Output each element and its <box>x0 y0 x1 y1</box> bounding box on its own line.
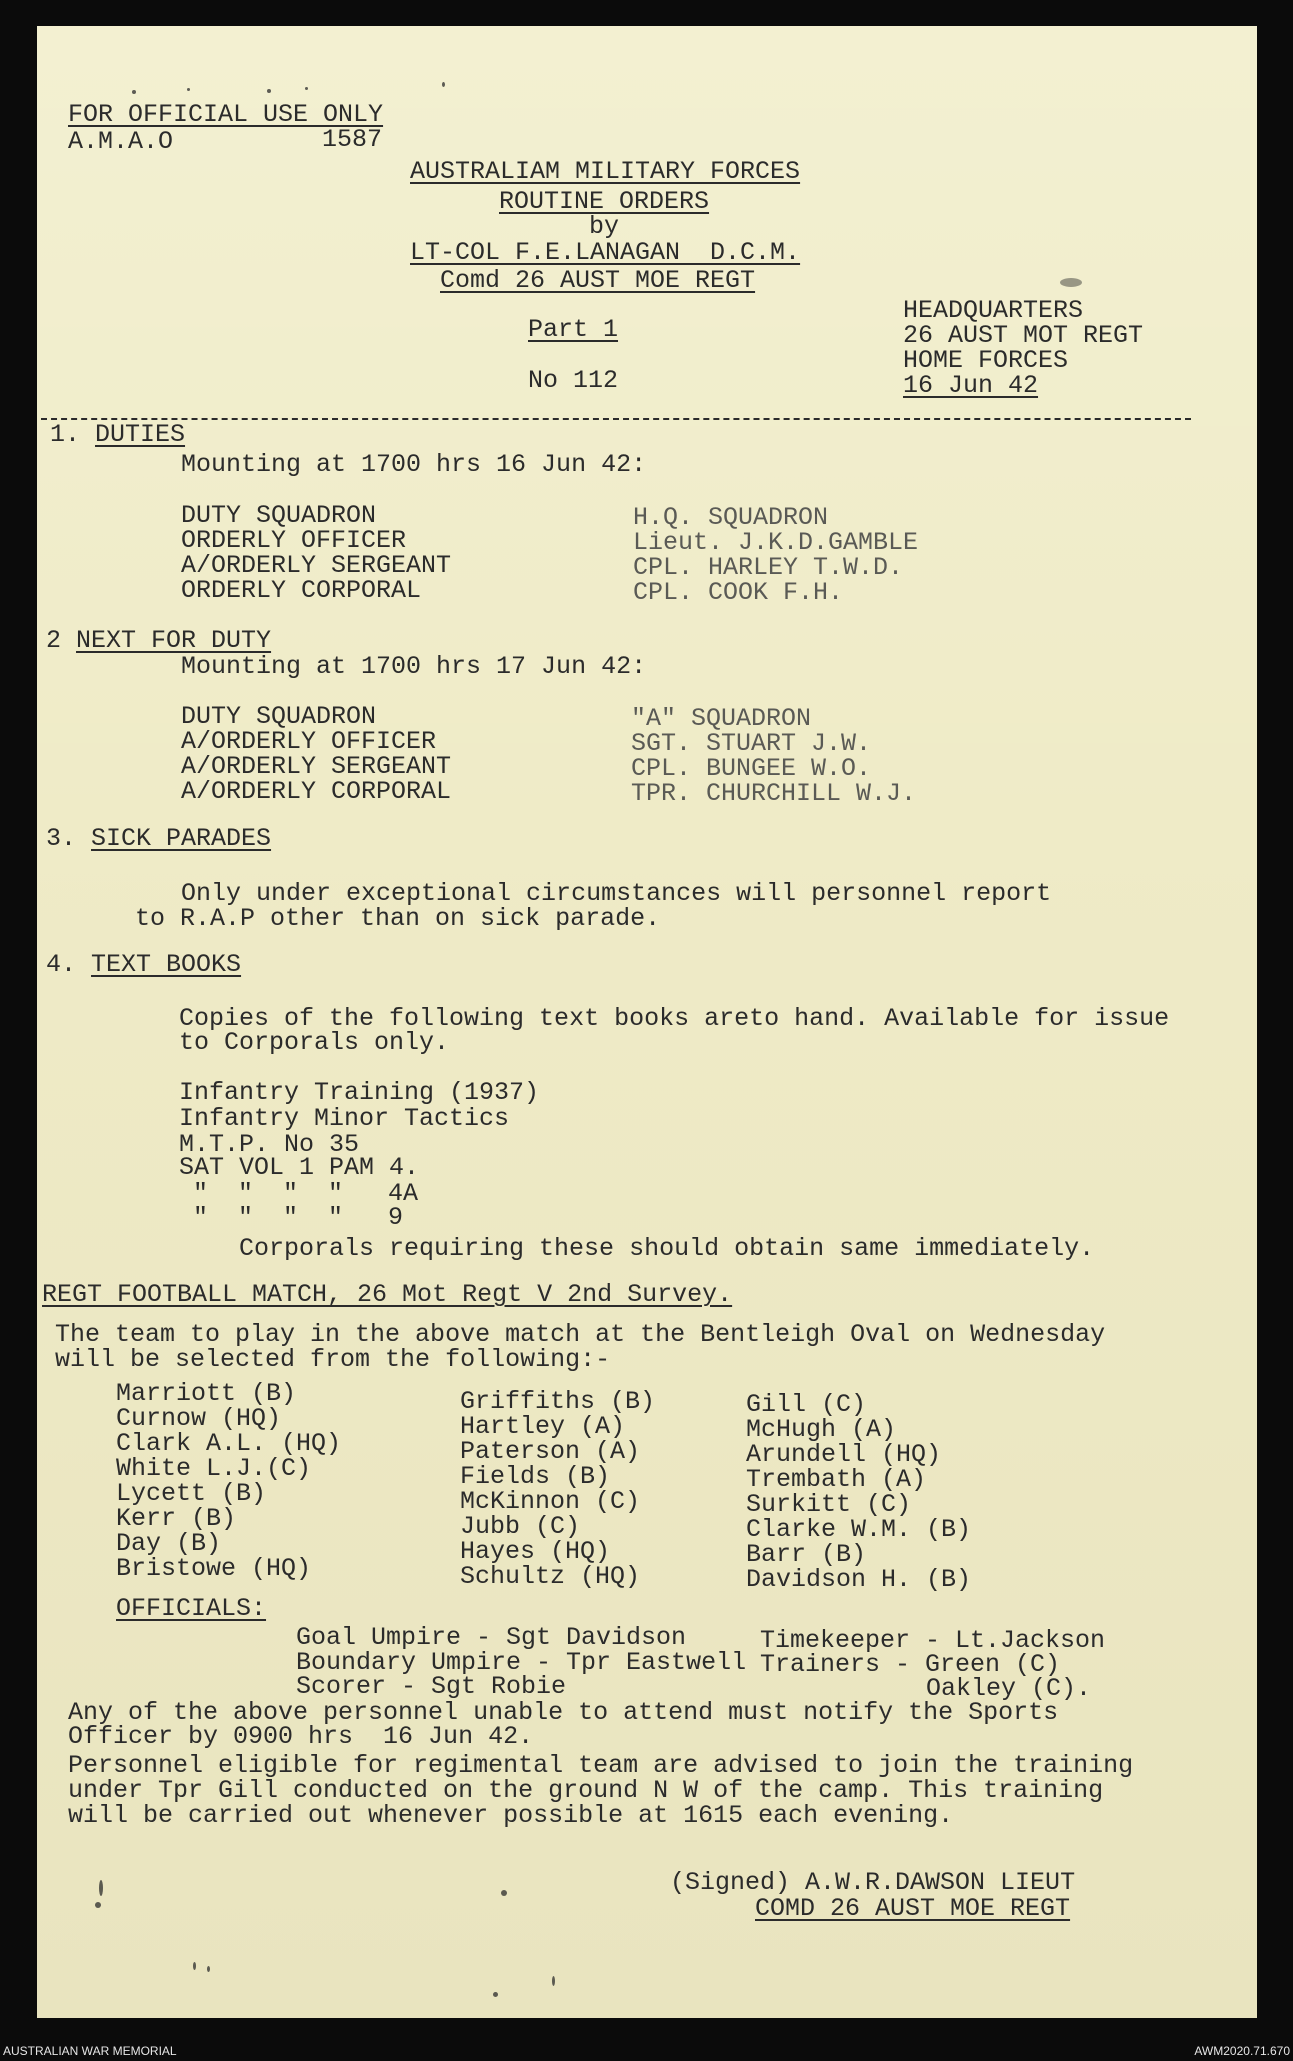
section-title: DUTIES <box>95 420 186 449</box>
duty-assignee: H.Q. SQUADRON <box>633 503 829 532</box>
player-name: Gill (C) <box>746 1390 867 1419</box>
football-note: Officer by 0900 hrs 16 Jun 42. <box>68 1722 534 1751</box>
organisation-title: AUSTRALIAM MILITARY FORCES <box>410 157 801 186</box>
section-title: TEXT BOOKS <box>91 950 242 979</box>
official-timekeeper: Timekeeper - Lt.Jackson <box>760 1626 1106 1655</box>
official-scorer: Scorer - Sgt Robie <box>296 1672 567 1701</box>
next-duty-mounting: Mounting at 1700 hrs 17 Jun 42: <box>181 652 647 681</box>
headquarters-line: 26 AUST MOT REGT <box>903 321 1144 350</box>
official-goal-umpire: Goal Umpire - Sgt Davidson <box>296 1623 687 1652</box>
official-boundary-umpire: Boundary Umpire - Tpr Eastwell <box>296 1648 747 1677</box>
ink-smudge <box>267 89 271 93</box>
ink-smudge <box>95 1902 101 1908</box>
duty-assignee: CPL. BUNGEE W.O. <box>631 754 872 783</box>
ink-smudge <box>187 88 190 91</box>
ink-smudge <box>305 87 308 90</box>
book-title: Infantry Minor Tactics <box>179 1104 510 1133</box>
order-number: No 112 <box>528 366 619 395</box>
duty-role: A/ORDERLY OFFICER <box>181 727 437 756</box>
player-name: Curnow (HQ) <box>116 1404 282 1433</box>
book-title: Infantry Training (1937) <box>179 1078 540 1107</box>
duty-assignee: Lieut. J.K.D.GAMBLE <box>633 528 919 557</box>
headquarters-line: HEADQUARTERS <box>903 296 1084 325</box>
archive-credit: AUSTRALIAN WAR MEMORIAL <box>3 2044 177 2058</box>
text-books-intro: to Corporals only. <box>179 1028 450 1057</box>
official-use-notice: FOR OFFICIAL USE ONLY <box>68 100 384 129</box>
football-note: Any of the above personnel unable to attend must notify the Sports <box>68 1698 1059 1727</box>
section-number: 2 <box>46 626 62 655</box>
header-divider <box>41 418 1191 420</box>
football-heading: REGT FOOTBALL MATCH, 26 Mot Regt V 2nd Survey. <box>42 1280 733 1309</box>
duty-role: A/ORDERLY SERGEANT <box>181 551 452 580</box>
ink-smudge <box>501 1890 507 1896</box>
section-number: 4. <box>46 950 77 979</box>
player-name: Fields (B) <box>460 1462 611 1491</box>
section-number: 3. <box>46 824 77 853</box>
book-ditto: " " " " 4A <box>193 1179 419 1208</box>
headquarters-line: HOME FORCES <box>903 346 1069 375</box>
player-name: Day (B) <box>116 1529 222 1558</box>
issuing-officer: LT-COL F.E.LANAGAN D.C.M. <box>410 238 801 267</box>
player-name: Jubb (C) <box>460 1512 581 1541</box>
document-title: ROUTINE ORDERS <box>499 187 710 216</box>
ink-smudge <box>493 1992 498 1997</box>
official-trainer-2: Oakley (C). <box>926 1674 1092 1703</box>
player-name: McHugh (A) <box>746 1415 897 1444</box>
duty-assignee: CPL. HARLEY T.W.D. <box>633 553 904 582</box>
player-name: Schultz (HQ) <box>460 1562 641 1591</box>
sick-parades-text: to R.A.P other than on sick parade. <box>135 904 661 933</box>
section-number: 1. <box>50 420 81 449</box>
issuing-command: Comd 26 AUST MOE REGT <box>440 266 756 295</box>
section-heading-duties <box>50 422 185 447</box>
football-note: Personnel eligible for regimental team are advised to join the training <box>68 1751 1134 1780</box>
ink-smudge <box>442 82 445 87</box>
player-name: Barr (B) <box>746 1540 867 1569</box>
duties-mounting: Mounting at 1700 hrs 16 Jun 42: <box>181 450 647 479</box>
player-name: Kerr (B) <box>116 1504 237 1533</box>
player-name: Trembath (A) <box>746 1465 927 1494</box>
text-books-note: Corporals requiring these should obtain same immediately. <box>239 1234 1095 1263</box>
part-number: Part 1 <box>528 315 619 344</box>
by-line: by <box>589 212 620 241</box>
section-heading-next-for-duty <box>46 628 271 653</box>
player-name: Lycett (B) <box>116 1479 267 1508</box>
officials-label: OFFICIALS: <box>116 1594 267 1623</box>
section-heading-sick-parades <box>46 826 271 851</box>
football-note: under Tpr Gill conducted on the ground N W of the camp. This training <box>68 1776 1104 1805</box>
book-title: M.T.P. No 35 <box>179 1130 360 1159</box>
player-name: White L.J.(C) <box>116 1454 312 1483</box>
official-trainers: Trainers - Green (C) <box>760 1650 1061 1679</box>
ink-smudge <box>1060 278 1082 287</box>
ink-smudge <box>132 90 136 94</box>
text-books-intro: Copies of the following text books areto hand. Available for issue <box>179 1004 1170 1033</box>
ink-smudge <box>207 1966 210 1972</box>
duty-assignee: CPL. COOK F.H. <box>633 578 844 607</box>
ink-smudge <box>552 1976 555 1986</box>
football-intro: The team to play in the above match at the Bentleigh Oval on Wednesday <box>55 1320 1106 1349</box>
duty-assignee: TPR. CHURCHILL W.J. <box>631 779 917 808</box>
signature-line: (Signed) A.W.R.DAWSON LIEUT <box>670 1868 1076 1897</box>
duty-role: A/ORDERLY CORPORAL <box>181 777 452 806</box>
reference-code: A.M.A.O <box>68 127 174 156</box>
player-name: Griffiths (B) <box>460 1387 656 1416</box>
duty-role: DUTY SQUADRON <box>181 501 377 530</box>
duty-assignee: "A" SQUADRON <box>631 704 812 733</box>
player-name: Clark A.L. (HQ) <box>116 1429 342 1458</box>
duty-role: ORDERLY CORPORAL <box>181 576 422 605</box>
sick-parades-text: Only under exceptional circumstances will personnel report <box>181 879 1052 908</box>
section-heading-text-books <box>46 952 241 977</box>
player-name: Marriott (B) <box>116 1379 297 1408</box>
ink-smudge <box>99 1880 103 1896</box>
football-intro: will be selected from the following:- <box>55 1345 611 1374</box>
document-date: 16 Jun 42 <box>903 371 1039 400</box>
section-title: NEXT FOR DUTY <box>76 626 272 655</box>
duty-role: A/ORDERLY SERGEANT <box>181 752 452 781</box>
player-name: Hartley (A) <box>460 1412 626 1441</box>
accession-number: AWM2020.71.670 <box>1194 2044 1290 2058</box>
signature-command: COMD 26 AUST MOE REGT <box>755 1894 1071 1923</box>
reference-number: 1587 <box>322 125 383 154</box>
duty-role: ORDERLY OFFICER <box>181 526 407 555</box>
player-name: Clarke W.M. (B) <box>746 1515 972 1544</box>
ink-smudge <box>193 1962 196 1970</box>
player-name: McKinnon (C) <box>460 1487 641 1516</box>
book-ditto: " " " " 9 <box>193 1203 404 1232</box>
duty-assignee: SGT. STUART J.W. <box>631 729 872 758</box>
player-name: Bristowe (HQ) <box>116 1554 312 1583</box>
book-title: SAT VOL 1 PAM 4. <box>179 1153 420 1182</box>
player-name: Arundell (HQ) <box>746 1440 942 1469</box>
section-title: SICK PARADES <box>91 824 272 853</box>
player-name: Surkitt (C) <box>746 1490 912 1519</box>
duty-role: DUTY SQUADRON <box>181 702 377 731</box>
player-name: Paterson (A) <box>460 1437 641 1466</box>
paper-sheet <box>37 26 1257 2018</box>
football-note: will be carried out whenever possible at 1615 each evening. <box>68 1801 954 1830</box>
player-name: Hayes (HQ) <box>460 1537 611 1566</box>
player-name: Davidson H. (B) <box>746 1565 972 1594</box>
